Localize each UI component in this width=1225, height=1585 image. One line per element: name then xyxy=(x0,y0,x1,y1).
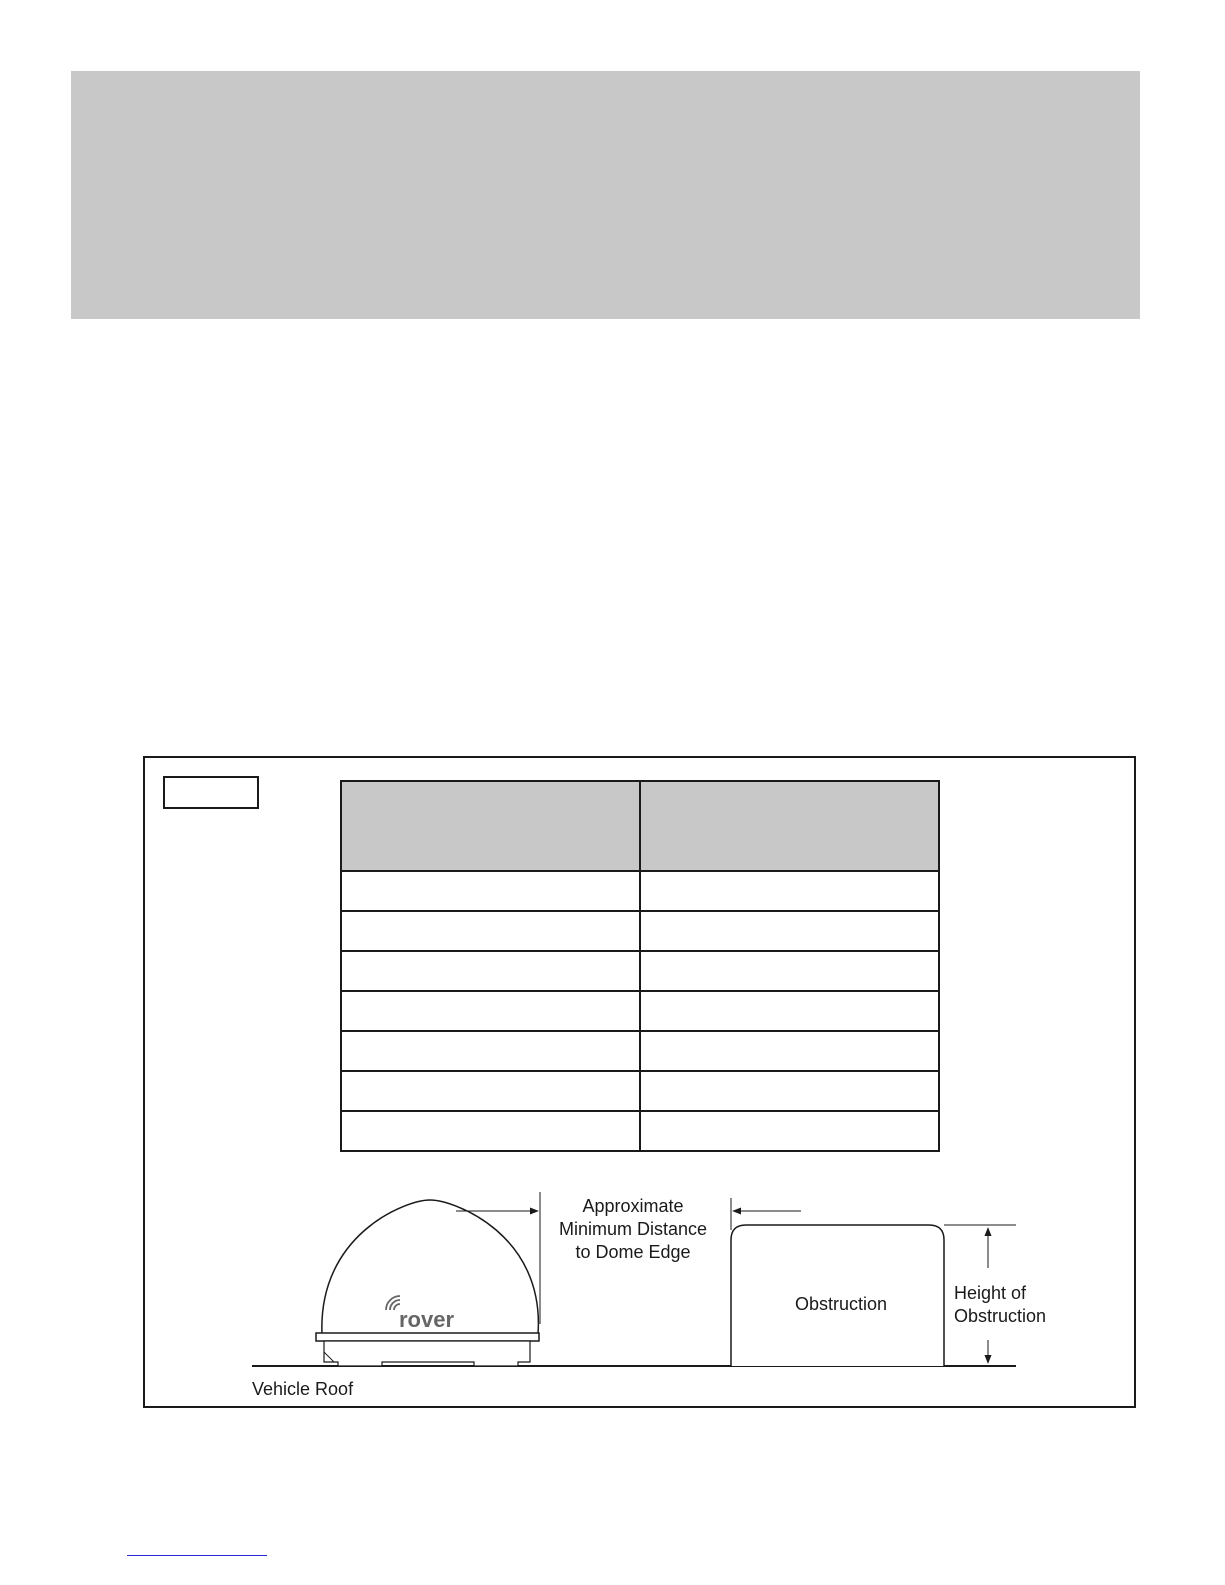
vehicle-roof-label: Vehicle Roof xyxy=(252,1379,354,1399)
footer-link-underline[interactable] xyxy=(127,1555,267,1556)
dome-antenna xyxy=(316,1200,539,1366)
distance-label-line-3: to Dome Edge xyxy=(575,1242,691,1262)
dome-base-rim xyxy=(316,1333,539,1341)
brand-logo: rover xyxy=(399,1307,455,1332)
obstruction-label: Obstruction xyxy=(794,1294,888,1314)
height-label-line-2: Obstruction xyxy=(954,1306,1047,1326)
distance-label-line-1: Approximate xyxy=(582,1196,684,1216)
height-label-line-1: Height of xyxy=(954,1283,1027,1303)
distance-label-line-2: Minimum Distance xyxy=(558,1219,708,1239)
dome-base xyxy=(324,1341,530,1366)
